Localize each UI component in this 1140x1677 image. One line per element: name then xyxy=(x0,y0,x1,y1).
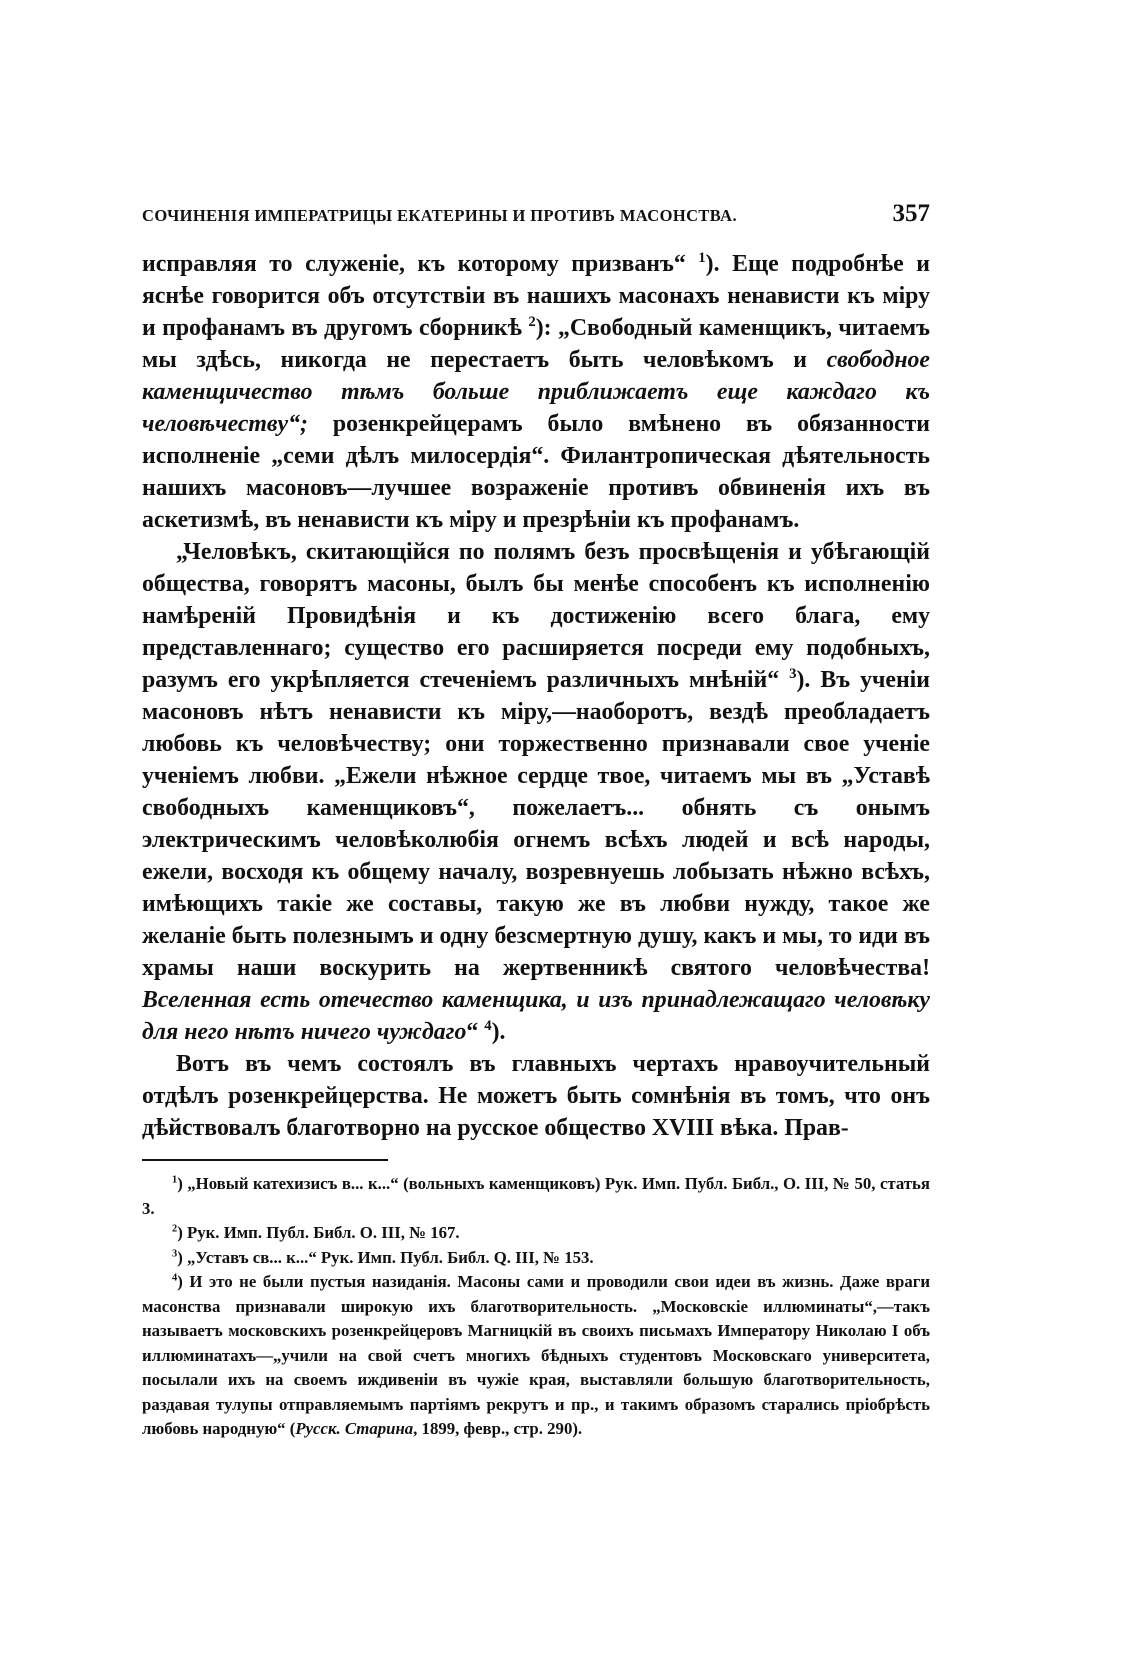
footnote-marker: 4 xyxy=(172,1272,178,1284)
footnote-text: , 1899, февр., стр. 290). xyxy=(413,1419,583,1438)
footnote-marker: 2 xyxy=(172,1223,178,1235)
paragraph xyxy=(142,536,930,1048)
footnote xyxy=(142,1246,930,1271)
footnote xyxy=(142,1172,930,1221)
footnote-marker: 1 xyxy=(172,1174,178,1186)
text-run: ). Въ ученіи масоновъ нѣтъ ненависти къ міру,—наоборотъ, вездѣ преобладаетъ любовь къ человѣчеству; они торжественно признавали свое ученіе ученіемъ любви. „Ежели нѣжное сердце твое, читаемъ мы въ „Уставѣ свободныхъ каменщиковъ“, пожелаетъ... обнять съ онымъ электрическимъ человѣколюбія огнемъ всѣхъ людей и всѣ народы, ежели, восходя къ общему началу, возревнуешь лобызать нѣжно всѣхъ, имѣющихъ такіе же составы, такую же въ любви нужду, такое же желаніе быть полезнымъ и одну безсмертную душу, какъ и мы, то иди въ храмы наши воскурить на жертвенникѣ святого человѣчества! xyxy=(142,667,930,981)
text-run: ): „Свободный каменщикъ, читаемъ мы здѣсь, никогда не перестаетъ быть человѣкомъ и xyxy=(142,315,930,373)
text-run: Вотъ въ чемъ состоялъ въ главныхъ чертахъ нравоучительный отдѣлъ розенкрейцерства. Не можетъ быть сомнѣнія въ томъ, что онъ дѣйствовалъ благотворно на русское общество XVIII вѣка. Прав- xyxy=(142,1051,930,1141)
text-run: розенкрейцерамъ было вмѣнено въ обязанности исполненіе „семи дѣлъ милосердія“. Филантропическая дѣятельность нашихъ масоновъ—лучшее возраженіе противъ обвиненія ихъ въ аскетизмѣ, въ ненависти къ міру и презрѣніи къ профанамъ. xyxy=(142,411,930,533)
italic-quote: Вселенная есть отечество каменщика, и изъ принадлежащаго человѣку для него нѣтъ ничего чуждаго xyxy=(142,987,930,1045)
body-text xyxy=(142,248,930,1144)
footnote-rule xyxy=(142,1159,388,1161)
text-run: ). Еще подробнѣе и яснѣе говорится объ отсутствіи въ нашихъ масонахъ ненависти къ міру и профанамъ въ другомъ сборникѣ xyxy=(142,251,930,341)
footnote-text: ) Рук. Имп. Публ. Библ. О. III, № 167. xyxy=(177,1223,460,1242)
paragraph xyxy=(142,248,930,536)
footnote-ref: 2 xyxy=(528,314,536,331)
text-run: „Человѣкъ, скитающійся по полямъ безъ просвѣщенія и убѣгающій общества, говорятъ масоны, былъ бы менѣе способенъ къ исполненію намѣреній Провидѣнія и къ достиженію всего блага, ему представленнаго; существо его расширяется посреди ему подобныхъ, разумъ его укрѣпляется стеченіемъ различныхъ мнѣній“ xyxy=(142,539,930,693)
italic-quote: свободное каменщичество тѣмъ больше приближаетъ еще каждаго къ человѣчеству“; xyxy=(142,347,930,437)
text-run: ). xyxy=(491,1019,506,1045)
paragraph xyxy=(142,1048,930,1144)
footnote-marker: 3 xyxy=(172,1247,178,1259)
running-title: СОЧИНЕНІЯ ИМПЕРАТРИЦЫ ЕКАТЕРИНЫ И ПРОТИВЪ МАСОНСТВА. xyxy=(142,206,738,225)
book-page xyxy=(142,200,930,1442)
footnote-source: Русск. Старина xyxy=(295,1419,414,1438)
footnote-ref: 1 xyxy=(698,250,706,267)
footnote-text: ) И это не были пустыя назиданія. Масоны сами и проводили свои идеи въ жизнь. Даже враги масонства признавали широкую ихъ благотворительность. „Московскіе иллюминаты“,—такъ называетъ московскихъ розенкрейцеровъ Магницкій въ своихъ письмахъ Императору Николаю I объ иллюминатахъ—„учили на свой счетъ многихъ бѣдныхъ студентовъ Московскаго университета, посылали ихъ на своемъ иждивеніи въ чужіе края, выставляли большую благотворительность, раздавая тулупы отправляемымъ партіямъ рекрутъ и пр., и такимъ образомъ старались пріобрѣсть любовь народную“ ( xyxy=(142,1272,930,1438)
footnotes xyxy=(142,1172,930,1442)
text-run: “ xyxy=(466,1019,485,1045)
footnote-text: ) „Новый катехизисъ в... к...“ (вольныхъ каменщиковъ) Рук. Имп. Публ. Библ., О. III, № 50, статья 3. xyxy=(142,1174,930,1218)
footnote-text: ) „Уставъ св... к...“ Рук. Имп. Публ. Библ. Q. III, № 153. xyxy=(177,1247,594,1267)
footnote xyxy=(142,1270,930,1442)
footnote xyxy=(142,1221,930,1246)
footnote-ref: 4 xyxy=(484,1018,492,1035)
text-run: исправляя то служеніе, къ которому призванъ“ xyxy=(142,251,699,277)
page-number: 357 xyxy=(892,200,930,227)
footnote-ref: 3 xyxy=(789,666,797,683)
page-header xyxy=(142,200,930,228)
